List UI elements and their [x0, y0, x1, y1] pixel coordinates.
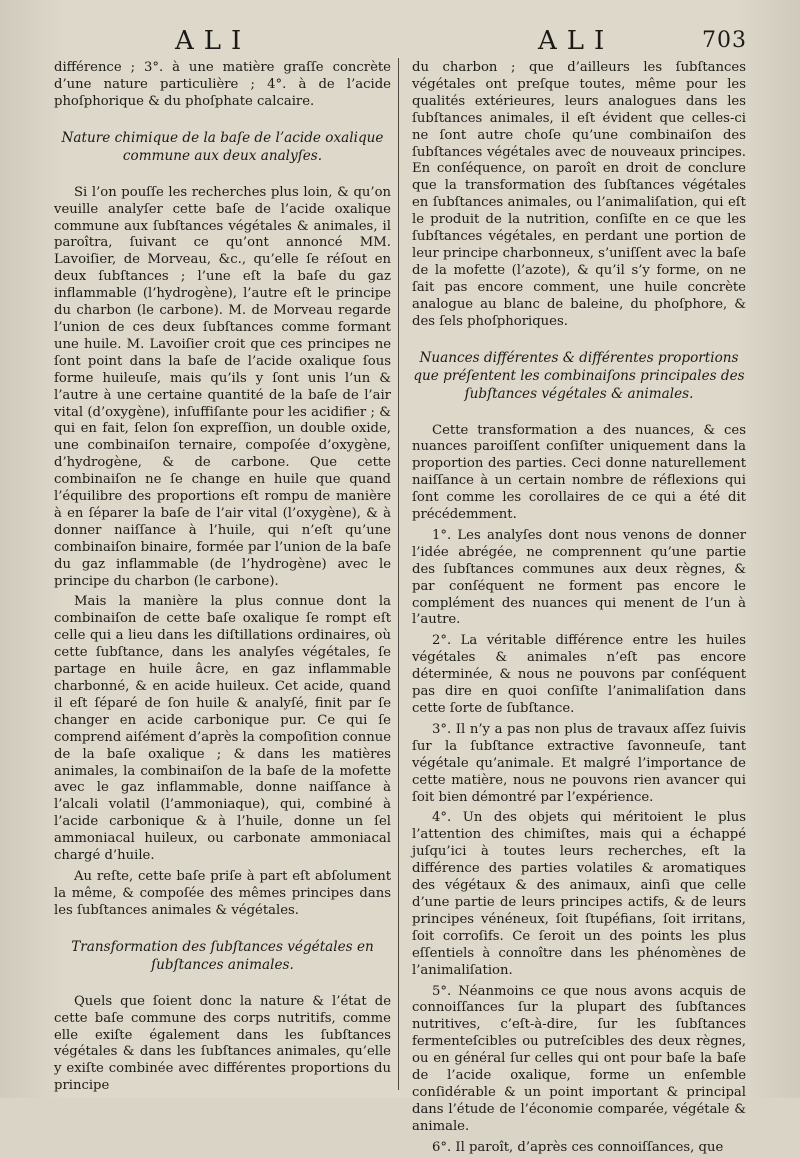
- left-column: [54, 60, 391, 1095]
- paragraph: 6°. Il paroît, d’après ces connoiſſances, que: [432, 1139, 724, 1155]
- section-heading: Transformation des ſubſtances végétales en ſubſtances animales.: [71, 938, 374, 973]
- paragraph: différence ; 3°. à une matière graſſe concrète d’une nature particulière ; 4°. à de l’acide phoſphorique & du phoſphate calcaire.: [54, 60, 391, 109]
- section-heading: Nuances différentes & différentes proportions que préſentent les combinaiſons principales des ſubſtances végétales & animales.: [413, 349, 745, 402]
- section-heading: Nature chimique de la baſe de l’acide oxalique commune aux deux analyſes.: [61, 129, 384, 164]
- page-number: 703: [702, 28, 747, 53]
- paragraph: Cette transformation a des nuances, & ces nuances paroiſſent conſiſter uniquement dans la proportion des parties. Ceci donne naturellement naiſſance à un certain nombre de réflexions qui ſont comme les corollaires de ce qui a été dit précédemment.: [412, 422, 746, 523]
- paragraph: Mais la manière la plus connue dont la combinaiſon de cette baſe oxalique ſe rompt eſt celle qui a lieu dans les diſtillations ordinaires, où cette ſubſtance, dans les analyſes végétales, ſe partage en huile âcre, en gaz inflammable charbonné, & en acide huileux. Cet acide, quand il eſt ſéparé de ſon huile & analyſé, finit par ſe changer en acide carbonique pur. Ce qui ſe comprend aiſément d’après la compoſition connue de la baſe oxalique ; & dans les matières animales, la combinaiſon de la baſe de la mofette avec le gaz inflammable, donne naiſſance à l’alcali volatil (l’ammoniaque), qui, combiné à l’acide carbonique & à l’huile, donne un ſel ammoniacal huileux, ou carbonate ammoniacal chargé d’huile.: [54, 594, 391, 864]
- column-divider: [398, 58, 399, 1090]
- paragraph: Si l’on pouſſe les recherches plus loin, & qu’on veuille analyſer cette baſe de l’acide oxalique commune aux ſubſtances végétales & animales, il paroîtra, ſuivant ce qu’ont annoncé MM. Lavoiſier, de Morveau, &c., qu’elle ſe réſout en deux ſubſtances ; l’une eſt la baſe du gaz inflammable (l’hydrogène), l’autre eſt le principe du charbon (le carbone). M. de Morveau regarde l’union de ces deux ſubſtances comme formant une huile. M. Lavoiſier croit que ces principes ne ſont point dans la baſe de l’acide oxalique ſous forme huileuſe, mais qu’ils y ſont unis l’un & l’autre à une certaine quantité de la baſe de l’air vital (d’oxygène), inſuffiſante pour les acidifier ; & qui en fait, ſelon ſon expreſſion, un double oxide, une combinaiſon ternaire, compoſée d’oxygène, d’hydrogène, & de carbone. Que cette combinaiſon ne ſe change en huile que quand l’équilibre des proportions eſt rompu de manière à en ſéparer la baſe de l’air vital (l’oxygène), & à donner naiſſance à l’huile, qui n’eſt qu’une combinaiſon binaire, formée par l’union de la baſe du gaz inflammable (de l’hydrogène) avec le principe du charbon (le carbone).: [54, 184, 391, 589]
- paragraph: 4°. Un des objets qui méritoient le plus l’attention des chimiſtes, mais qui a échappé juſqu’ici à toutes leurs recherches, eſt la différence des parties volatiles & aromatiques des végétaux & des animaux, ainſi que celle d’une partie de leurs principes actifs, & de leurs principes vénéneux, ſoit ſtupéfians, ſoit irritans, ſoit corroſifs. Ce ſeroit un des points les plus eſſentiels à connoître dans les phénomènes de l’animaliſation.: [412, 810, 746, 978]
- paragraph: 5°. Néanmoins ce que nous avons acquis de connoiſſances ſur la plupart des ſubſtances nutritives, c’eſt-à-dire, ſur les ſubſtances fermenteſcibles ou putreſcibles des deux règnes, ou en général ſur celles qui ont pour baſe la baſe de l’acide oxalique, forme un enſemble conſidérable & un point important & principal dans l’étude de l’économie comparée, végétale & animale.: [412, 983, 746, 1134]
- running-title-left: ALI: [175, 26, 252, 56]
- running-head: [0, 26, 800, 56]
- paragraph: 1°. Les analyſes dont nous venons de donner l’idée abrégée, ne comprennent qu’une partie des ſubſtances communes aux deux règnes, & par conſéquent ne forment pas encore le complément des nuances qui menent de l’un à l’autre.: [412, 527, 746, 628]
- paragraph: 2°. La véritable différence entre les huiles végétales & animales n’eſt pas encore déterminée, & nous ne pouvons par conſéquent pas dire en quoi conſiſte l’animaliſation dans cette ſorte de ſubſtance.: [412, 633, 746, 716]
- paragraph: 3°. Il n’y a pas non plus de travaux aſſez ſuivis ſur la ſubſtance extractive ſavonneuſe, tant végétale qu’animale. Et malgré l’importance de cette matière, nous ne pouvons rien avancer qui ſoit bien démontré par l’expérience.: [412, 721, 746, 805]
- paragraph: Au reſte, cette baſe priſe à part eſt abſolument la même, & compoſée des mêmes principes dans les ſubſtances animales & végétales.: [54, 868, 391, 918]
- running-title-right: ALI: [538, 26, 615, 56]
- paragraph: du charbon ; que d’ailleurs les ſubſtances végétales ont preſque toutes, même pour les qualités extérieures, leurs analogues dans les ſubſtances animales, il eſt évident que celles-ci ne ſont autre choſe qu’une combinaiſon des ſubſtances végétales avec de nouveaux principes. En conſéquence, on paroît en droit de conclure que la transformation des ſubſtances végétales en ſubſtances animales, ou l’animaliſation, qui eſt le produit de la nutrition, conſiſte en ce que les ſubſtances végétales, en perdant une portion de leur principe charbonneux, s’uniſſent avec la baſe de la mofette (l’azote), & qu’il s’y forme, on ne ſait pas encore comment, une huile concrète analogue au blanc de baleine, du phoſphore, & des ſels phoſphoriques.: [412, 60, 746, 329]
- paragraph: Quels que ſoient donc la nature & l’état de cette baſe commune des corps nutritifs, comme elle exiſte également dans les ſubſtances végétales & dans les ſubſtances animales, qu’elle y exiſte combinée avec différentes proportions du principe: [54, 993, 391, 1094]
- right-column: [412, 60, 746, 1157]
